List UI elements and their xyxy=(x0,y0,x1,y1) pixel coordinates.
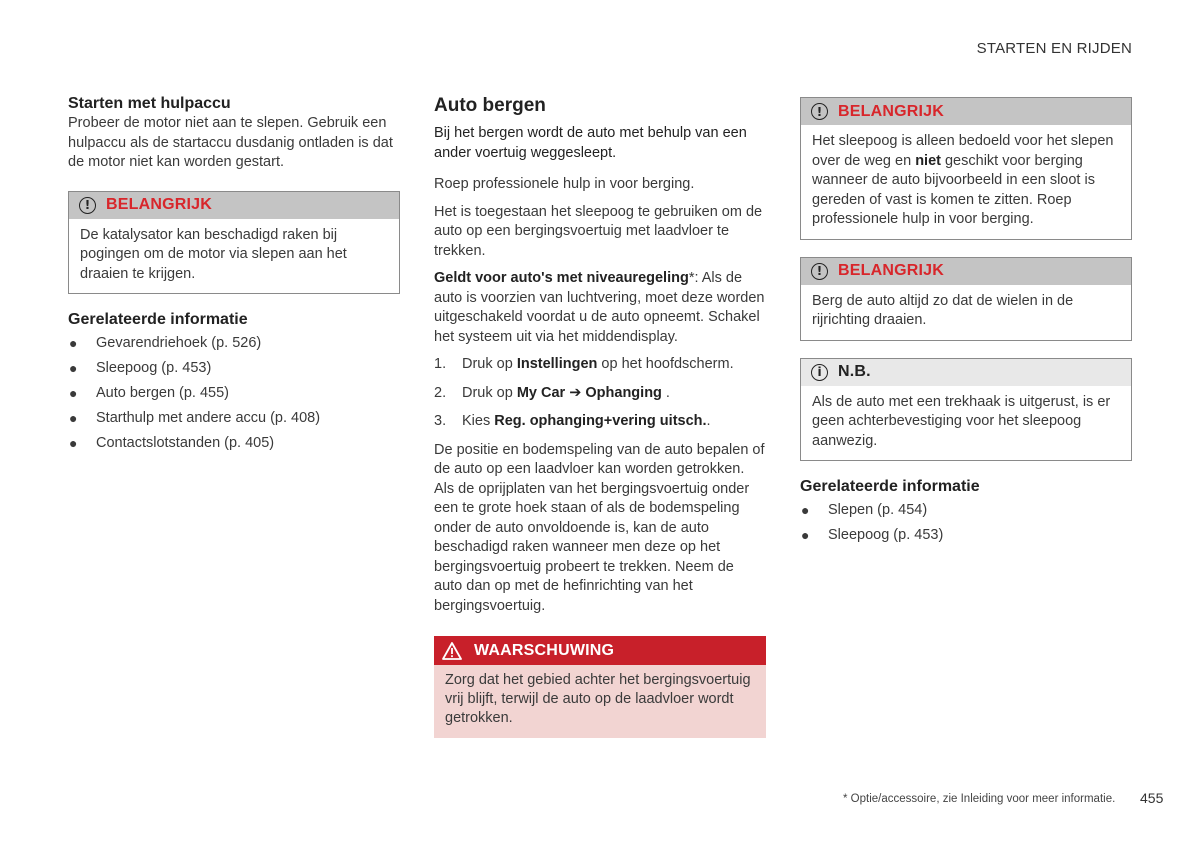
note-box xyxy=(800,358,1132,462)
arrow-right-icon: ➔ xyxy=(569,384,582,401)
warning-box-header xyxy=(434,636,766,665)
warning-triangle-icon xyxy=(442,642,462,660)
paragraph-bodemspeling: De positie en bodemspeling van de auto bepalen of de auto op een laadvloer kan worden getrokken. Als de oprijplaten van het bergingsvoertuig onder een te grote hoek staan of als de bodemspeling onder de auto onvoldoende is, kan de auto beschadigd raken wanneer men deze op het bergingsvoertuig probeert te trekken. Neem de auto dan op met de hefinrichting van het bergingsvoertuig. xyxy=(434,441,765,614)
important-box-title: BELANGRIJK xyxy=(838,262,945,279)
step-2: 2. Druk op My Car ➔ Ophanging . xyxy=(434,384,670,401)
page-number: 455 xyxy=(1140,790,1164,806)
important-box-text: De katalysator kan beschadigd raken bij pogingen om de motor via slepen aan het draaien te krijgen. xyxy=(80,226,347,282)
my-car-label: My Car xyxy=(516,384,566,401)
important-box-header xyxy=(69,192,399,219)
warning-text: Zorg dat het gebied achter het bergingsvoertuig vrij blijft, terwijl de auto op de laadvloer wordt getrokken. xyxy=(434,665,766,738)
column-right xyxy=(800,94,1132,551)
ophanging-label: Ophanging xyxy=(585,384,662,401)
related-link-auto-bergen[interactable]: ● Auto bergen (p. 455) xyxy=(69,385,230,401)
niveauregeling-label: Geldt voor auto's met niveauregeling xyxy=(434,270,689,286)
exclamation-icon: ! xyxy=(811,103,828,120)
exclamation-icon: ! xyxy=(811,263,828,280)
paragraph-niveauregeling: Geldt voor auto's met niveauregeling*: Als de auto is voorzien van luchtvering, moet deze worden uitgeschakeld voordat u de auto opneemt. Schakel het systeem uit via het middendisplay. xyxy=(434,270,765,345)
related-info-heading: Gerelateerde informatie xyxy=(800,478,980,495)
heading-starten-met-hulpaccu: Starten met hulpaccu xyxy=(68,95,231,112)
heading-auto-bergen: Auto bergen xyxy=(434,95,546,116)
exclamation-icon: ! xyxy=(79,197,96,214)
section-header: STARTEN EN RIJDEN xyxy=(976,40,1132,57)
step-1: 1. Druk op Instellingen op het hoofdscherm. xyxy=(434,356,734,372)
paragraph-sleepoog-toegestaan: Het is toegestaan het sleepoog te gebruiken om de auto op een bergingsvoertuig met laadvloer te trekken. xyxy=(434,203,763,259)
footnote: * Optie/accessoire, zie Inleiding voor meer informatie. xyxy=(843,793,1116,805)
related-info-list xyxy=(68,334,400,453)
warning-title: WAARSCHUWING xyxy=(474,641,615,659)
important-box-header xyxy=(801,258,1131,285)
important-box-title: BELANGRIJK xyxy=(838,102,945,120)
column-middle xyxy=(434,94,766,738)
important-box-katalysator xyxy=(68,191,400,295)
instellingen-label: Instellingen xyxy=(516,356,598,372)
warning-box xyxy=(434,636,766,738)
related-link-starthulp[interactable]: ● Starthulp met andere accu (p. 408) xyxy=(69,410,321,426)
note-box-header xyxy=(801,359,1131,386)
lead-text: Bij het bergen wordt de auto met behulp van een ander voertuig weggesleept. xyxy=(434,125,747,161)
paragraph-professionele-hulp: Roep professionele hulp in voor berging. xyxy=(434,176,695,192)
important-box-text: Berg de auto altijd zo dat de wielen in de rijrichting draaien. xyxy=(812,292,1074,328)
intro-text: Probeer de motor niet aan te slepen. Gebruik een hulpaccu als de startaccu dusdanig ontladen is dat de motor niet kan worden gestart. xyxy=(68,115,393,170)
related-link-contactslotstanden[interactable]: ● Contactslotstanden (p. 405) xyxy=(69,435,275,451)
related-link-slepen[interactable]: ● Slepen (p. 454) xyxy=(801,502,928,518)
important-box-rijrichting xyxy=(800,257,1132,341)
info-icon: i xyxy=(811,364,828,381)
important-box-sleepoog xyxy=(800,97,1132,240)
steps-list xyxy=(434,355,766,432)
step-3: 3. Kies Reg. ophanging+vering uitsch.. xyxy=(434,413,711,429)
related-link-sleepoog[interactable]: ● Sleepoog (p. 453) xyxy=(69,360,212,376)
reg-ophanging-label: Reg. ophanging+vering uitsch. xyxy=(494,413,707,429)
important-box-header xyxy=(801,98,1131,125)
important-box-text: Het sleepoog is alleen bedoeld voor het slepen over de weg en niet geschikt voor berging wanneer de auto bijvoorbeeld in een sloot is gereden of vast is komen te zitten. Roep professionele hulp in voor berging. xyxy=(812,133,1114,227)
note-text: Als de auto met een trekhaak is uitgerust, is er geen achterbevestiging voor het sleepoog aanwezig. xyxy=(812,393,1111,449)
related-link-sleepoog[interactable]: ● Sleepoog (p. 453) xyxy=(801,527,944,543)
important-box-title: BELANGRIJK xyxy=(106,196,213,213)
related-info-heading: Gerelateerde informatie xyxy=(68,311,248,328)
note-title: N.B. xyxy=(838,363,871,380)
column-left xyxy=(68,94,400,459)
related-link-gevarendriehoek[interactable]: ● Gevarendriehoek (p. 526) xyxy=(69,335,262,351)
related-info-list xyxy=(800,501,1132,545)
